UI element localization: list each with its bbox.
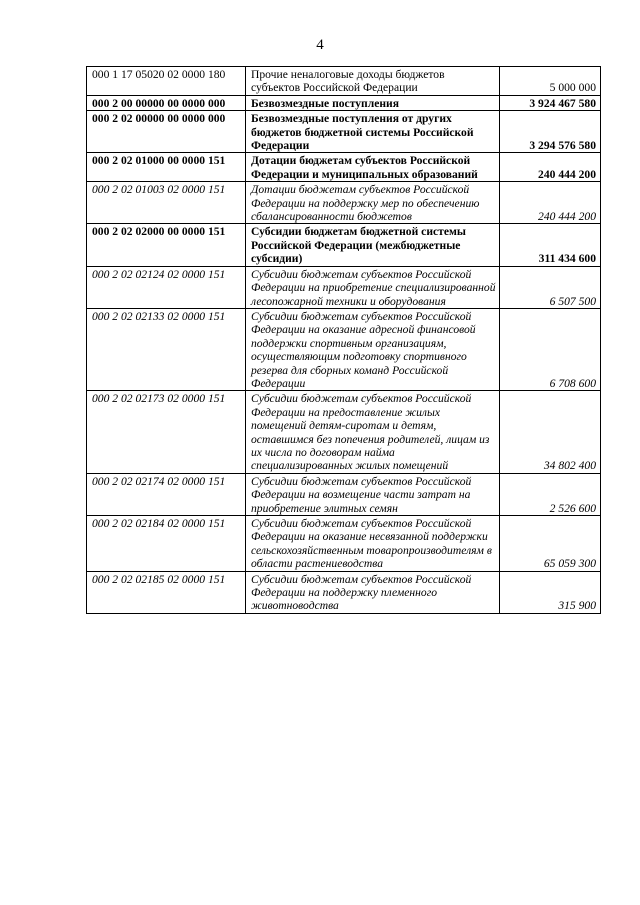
- budget-code: 000 2 02 02000 00 0000 151: [87, 224, 246, 266]
- revenue-name: Субсидии бюджетам субъектов Российской Федерации на возмещение части затрат на приобретение элитных семян: [246, 473, 500, 515]
- budget-code: 000 2 02 01000 00 0000 151: [87, 153, 246, 182]
- table-row: [87, 224, 601, 266]
- revenue-name: Субсидии бюджетам субъектов Российской Федерации на поддержку племенного животноводства: [246, 571, 500, 613]
- amount: 240 444 200: [500, 182, 601, 224]
- revenue-name: Дотации бюджетам субъектов Российской Федерации на поддержку мер по обеспечению сбалансированности бюджетов: [246, 182, 500, 224]
- revenue-name: Дотации бюджетам субъектов Российской Федерации и муниципальных образований: [246, 153, 500, 182]
- revenue-name: Субсидии бюджетам субъектов Российской Федерации на предоставление жилых помещений детям-сиротам и детям, оставшимся без попечения родителей, лицам из их числа по договорам найма специализированных жилых помещений: [246, 391, 500, 473]
- budget-code: 000 2 02 02184 02 0000 151: [87, 516, 246, 572]
- budget-code: 000 1 17 05020 02 0000 180: [87, 67, 246, 96]
- amount: 5 000 000: [500, 67, 601, 96]
- budget-code: 000 2 02 02124 02 0000 151: [87, 266, 246, 308]
- budget-code: 000 2 02 02133 02 0000 151: [87, 308, 246, 390]
- budget-code: 000 2 02 02173 02 0000 151: [87, 391, 246, 473]
- budget-code: 000 2 02 02185 02 0000 151: [87, 571, 246, 613]
- table-row: [87, 266, 601, 308]
- revenue-name: Безвозмездные поступления от других бюджетов бюджетной системы Российской Федерации: [246, 111, 500, 153]
- revenue-table: [86, 66, 601, 614]
- revenue-name: Прочие неналоговые доходы бюджетов субъектов Российской Федерации: [246, 67, 500, 96]
- amount: 2 526 600: [500, 473, 601, 515]
- table-row: [87, 182, 601, 224]
- amount: 6 708 600: [500, 308, 601, 390]
- revenue-name: Субсидии бюджетам субъектов Российской Федерации на приобретение специализированной лесопожарной техники и оборудования: [246, 266, 500, 308]
- table-row: [87, 67, 601, 96]
- table-row: [87, 153, 601, 182]
- budget-code: 000 2 02 00000 00 0000 000: [87, 111, 246, 153]
- revenue-name: Субсидии бюджетам субъектов Российской Федерации на оказание адресной финансовой поддержки спортивным организациям, осуществляющим подготовку спортивного резерва для сборных команд Российской Федерации: [246, 308, 500, 390]
- amount: 311 434 600: [500, 224, 601, 266]
- table-row: [87, 516, 601, 572]
- table-row: [87, 308, 601, 390]
- budget-code: 000 2 00 00000 00 0000 000: [87, 95, 246, 110]
- amount: 65 059 300: [500, 516, 601, 572]
- amount: 3 294 576 580: [500, 111, 601, 153]
- table-row: [87, 391, 601, 473]
- table-row: [87, 95, 601, 110]
- table-row: [87, 571, 601, 613]
- revenue-name: Субсидии бюджетам субъектов Российской Федерации на оказание несвязанной поддержки сельскохозяйственным товаропроизводителям в области растениеводства: [246, 516, 500, 572]
- table-row: [87, 111, 601, 153]
- amount: 240 444 200: [500, 153, 601, 182]
- revenue-name: Безвозмездные поступления: [246, 95, 500, 110]
- amount: 6 507 500: [500, 266, 601, 308]
- revenue-name: Субсидии бюджетам бюджетной системы Российской Федерации (межбюджетные субсидии): [246, 224, 500, 266]
- page-number: 4: [316, 37, 324, 53]
- table-row: [87, 473, 601, 515]
- amount: 315 900: [500, 571, 601, 613]
- amount: 34 802 400: [500, 391, 601, 473]
- amount: 3 924 467 580: [500, 95, 601, 110]
- budget-code: 000 2 02 01003 02 0000 151: [87, 182, 246, 224]
- budget-code: 000 2 02 02174 02 0000 151: [87, 473, 246, 515]
